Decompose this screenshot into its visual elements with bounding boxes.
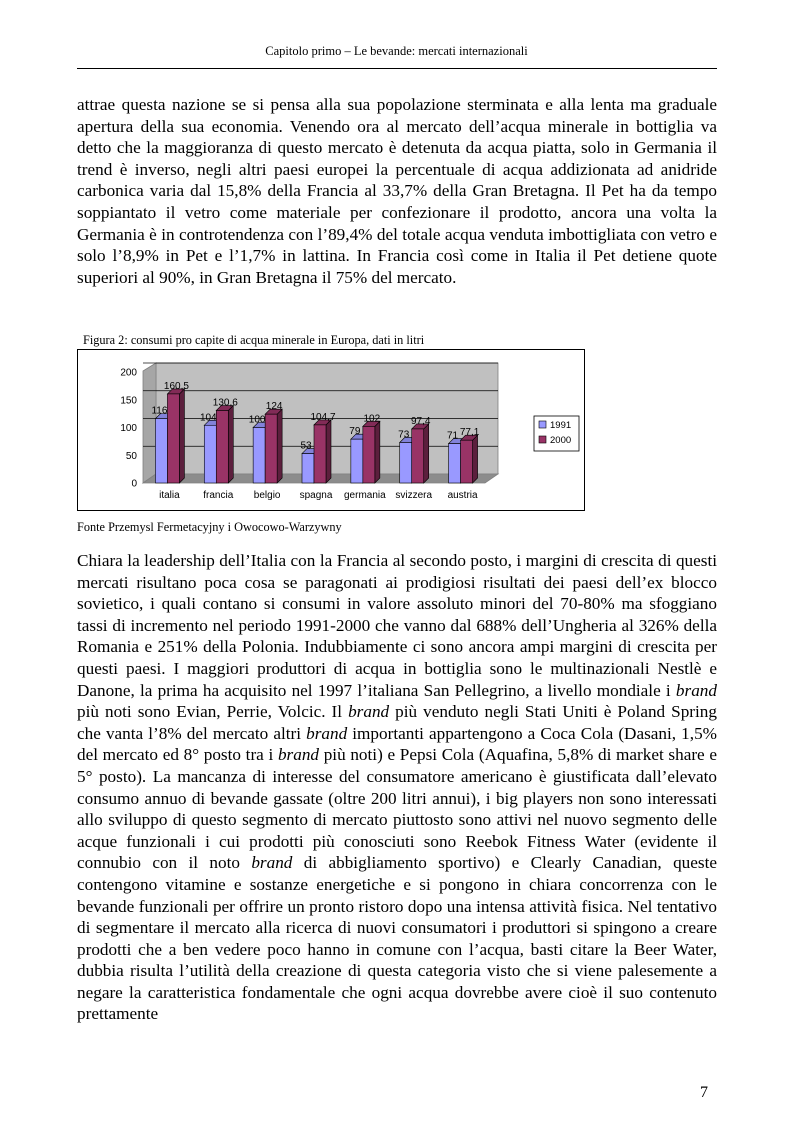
text-run: più noti sono Evian, Perrie, Volcic. Il [77, 702, 349, 722]
bar-chart-svg [77, 349, 585, 511]
x-tick-label: austria [447, 490, 478, 501]
bar [400, 442, 412, 483]
figure-caption: Figura 2: consumi pro capite di acqua minerale in Europa, dati in litri [83, 333, 425, 347]
bar [461, 440, 473, 483]
legend-swatch [539, 436, 546, 443]
bar-side [277, 409, 282, 483]
data-label: 73 [398, 429, 410, 441]
running-header: Capitolo primo – Le bevande: mercati internazionali [265, 44, 528, 58]
data-label: 130,6 [212, 397, 238, 409]
text-run: importanti appartengono a Coca Cola (Dasani, 1,5% del mercato ed 8° posto tra i [77, 723, 717, 765]
data-label: 104 [199, 412, 217, 424]
bar [351, 439, 363, 483]
legend [534, 416, 579, 451]
data-label: 104,7 [310, 411, 336, 423]
data-label: 160,5 [163, 380, 189, 392]
bar [204, 425, 216, 483]
bar [265, 414, 277, 483]
y-tick-label: 100 [120, 423, 137, 434]
legend-swatch [539, 421, 546, 428]
text-run: più venduto negli Stati Uniti è Poland Spring che vanta l’8% del mercato altri [77, 702, 717, 743]
y-tick-label: 150 [120, 395, 137, 407]
chart-side-wall [143, 363, 156, 483]
text-run: di abbigliamento sportivo) e Clearly Canadian, queste contengono vitamine e sostanze energetiche e si pongono in chiara concorrenza con le bevande funzionali per offrire un pronto ristoro dopo una intensa attività fisica. Nel tentativo di segmentare il mercato alla ricerca di nuovi consumatori i produttori si spingono a creare prodotti che a ben vedere poco hanno in comune con l’acqua, basti citare la Beer Water, dubbia risulta l’utilità della creazione di questa categoria visto che si viene palesemente a negare la caratteristica fondamentale che ogni acqua dovrebbe avere cioè il suo contenuto prettamente [77, 853, 717, 1024]
italic-term: brand [348, 702, 390, 722]
bar [449, 444, 461, 483]
bar-chart [77, 349, 585, 511]
data-label: 53 [300, 440, 312, 452]
data-label: 124 [265, 401, 283, 413]
data-label: 116 [151, 405, 168, 417]
bar-side [326, 420, 331, 483]
x-tick-label: francia [203, 490, 234, 501]
data-label: 79 [349, 426, 361, 438]
page-number: 7 [700, 1084, 708, 1101]
bar-side [375, 421, 380, 483]
x-tick-label: belgio [253, 490, 281, 501]
data-label: 100 [248, 414, 266, 426]
y-tick-label: 50 [125, 450, 137, 462]
bar [412, 429, 424, 483]
italic-term: brand [277, 745, 320, 765]
data-label: 102 [363, 413, 381, 425]
bar [167, 394, 179, 483]
bar [314, 425, 326, 483]
italic-term: brand [675, 680, 717, 700]
legend-label: 1991 [550, 420, 572, 431]
header-rule [77, 68, 717, 69]
body-paragraph-2 [77, 550, 717, 1025]
y-tick-label: 200 [120, 367, 137, 379]
bar [155, 419, 167, 483]
bar-side [424, 424, 429, 483]
body-paragraph-1: attrae questa nazione se si pensa alla sua popolazione sterminata e alla lenta ma graduale apertura della sua economia. Venendo ora al mercato dell’acqua minerale in bottiglia va detto che la maggioranza di questo mercato è detenuta da acqua piatta, solo in Germania il trend è inverso, negli altri paesi europei la percentuale di acqua addizionata ad anidride carbonica varia dal 15,8% della Francia al 33,7% della Gran Bretagna. Il Pet ha da tempo soppiantato il vetro come materiale per confezionare il prodotto, ancora una volta la Germania è in controtendenza con l’89,4% del totale acqua venduta imbottigliata con vetro e solo l’8,9% in Pet e l’1,7% in lattina. In Francia così come in Italia il Pet detiene quote superiori al 90%, in Gran Bretagna il 75% del mercato. [77, 95, 717, 287]
bar-side [179, 389, 184, 483]
bar [253, 428, 265, 484]
bar [216, 411, 228, 483]
data-label: 77,1 [459, 427, 480, 439]
italic-term: brand [251, 853, 293, 873]
x-tick-label: svizzera [395, 490, 433, 501]
x-tick-label: spagna [299, 490, 333, 501]
data-label: 71 [447, 430, 459, 442]
italic-term: brand [306, 723, 348, 743]
x-tick-label: germania [344, 490, 386, 501]
data-label: 97,4 [410, 415, 431, 427]
figure-source: Fonte Przemysl Fermetacyjny i Owocowo-Warzywny [77, 520, 342, 534]
bar-side [473, 435, 478, 483]
legend-label: 2000 [550, 435, 572, 446]
bar [363, 426, 375, 483]
y-tick-label: 0 [131, 478, 137, 490]
x-tick-label: italia [159, 490, 180, 501]
bar-side [228, 406, 233, 483]
bar [302, 454, 314, 483]
text-run: Chiara la leadership dell’Italia con la Francia al secondo posto, i margini di crescita di questi mercati risultano poca cosa se paragonati ai prodigiosi risultati dei paesi dell’ex blocco sovietico, i quali contano si consumi in valore assoluto minori del 70-80% ma sfoggiano tassi di incremento nel periodo 1991-2000 che vanno dal 688% dell’Ungheria al 326% della Romania e 251% della Polonia. Indubbiamente ci sono ancora ampi margini di crescita per questi paesi. I maggiori produttori di acqua in bottiglia sono le multinazionali Nestlè e Danone, la prima ha acquisito nel 1997 l’italiana San Pellegrino, a livello mondiale i [77, 551, 717, 700]
text-run: più noti) e Pepsi Cola (Aquafina, 5,8% di market share e 5° posto). La mancanza di interesse del consumatore americano è giustificata dall’elevato consumo annuo di bevande gassate (oltre 200 litri annui), i big players non sono interessati allo sviluppo di questo segmento di mercato piuttosto sono attivi nel nuovo segmento delle acque funzionali i cui prodotti più conosciuti sono Reebok Fitness Water (evidente il connubio con il noto [77, 745, 717, 873]
